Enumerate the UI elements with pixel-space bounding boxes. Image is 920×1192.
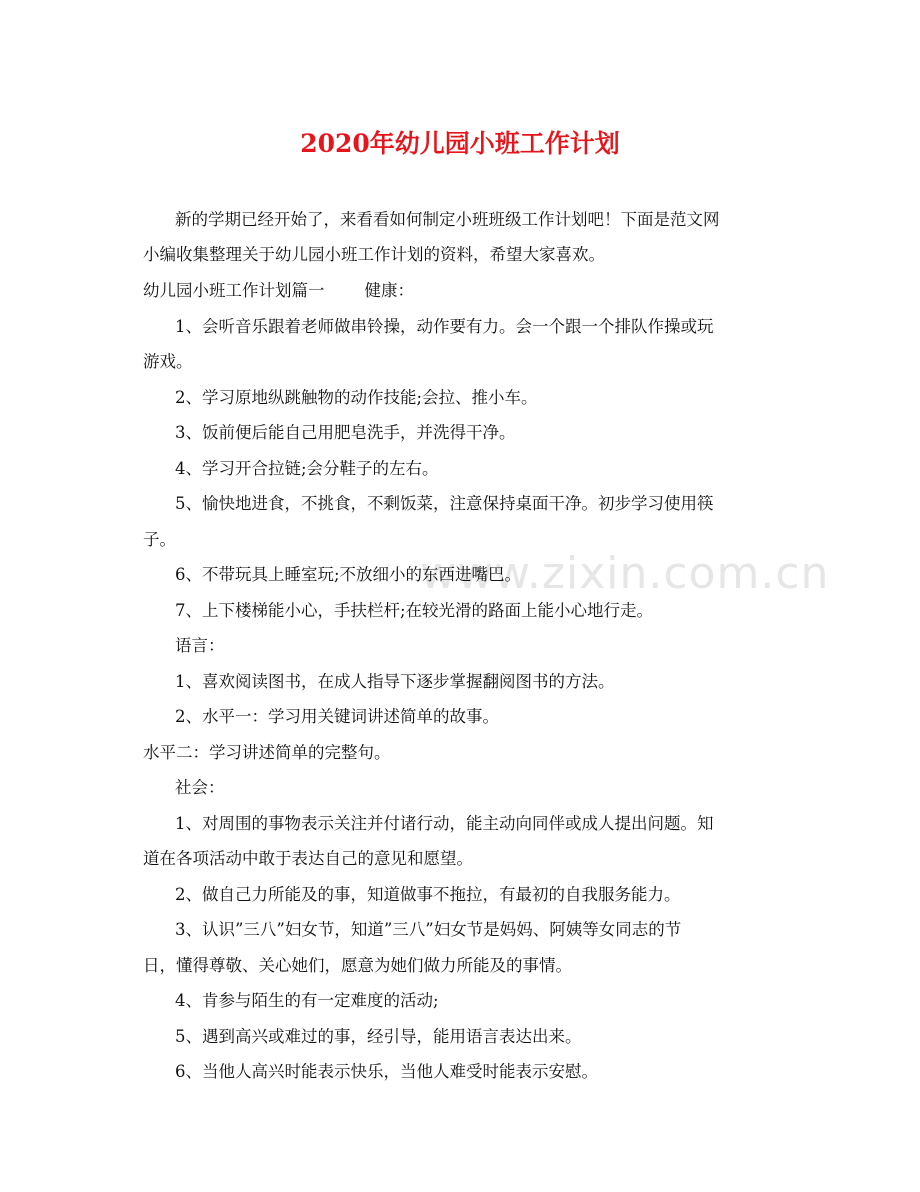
paragraph-line: 2、水平一：学习用关键词讲述简单的故事。 <box>175 707 499 726</box>
paragraph-line: 日，懂得尊敬、关心她们，愿意为她们做力所能及的事情。 <box>143 956 572 975</box>
paragraph-line: 5、遇到高兴或难过的事，经引导，能用语言表达出来。 <box>175 1027 582 1046</box>
watermark: www.zixin.com.cn <box>420 548 830 599</box>
paragraph-line: 7、上下楼梯能小心，手扶栏杆;在较光滑的路面上能小心地行走。 <box>175 601 654 620</box>
paragraph-line: 小编收集整理关于幼儿园小班工作计划的资料，希望大家喜欢。 <box>143 245 605 264</box>
subsection-heading: 健康： <box>364 281 414 300</box>
paragraph-line: 游戏。 <box>143 352 193 371</box>
paragraph-line: 子。 <box>143 530 176 549</box>
section-heading-line <box>143 281 414 301</box>
paragraph-line: 水平二：学习讲述简单的完整句。 <box>143 743 391 762</box>
paragraph-line: 6、不带玩具上睡室玩;不放细小的东西进嘴巴。 <box>175 565 522 584</box>
paragraph-line: 1、会听音乐跟着老师做串铃操，动作要有力。会一个跟一个排队作操或玩 <box>175 317 714 336</box>
subsection-heading: 社会： <box>175 778 225 797</box>
paragraph-line: 2、学习原地纵跳触物的动作技能;会拉、推小车。 <box>175 388 538 407</box>
subsection-heading: 语言： <box>175 636 225 655</box>
section-heading: 幼儿园小班工作计划篇一 <box>143 281 325 300</box>
document-title: 2020年幼儿园小班工作计划 <box>300 129 620 158</box>
paragraph-line: 5、愉快地进食，不挑食，不剩饭菜，注意保持桌面干净。初步学习使用筷 <box>175 494 714 513</box>
paragraph-line: 4、学习开合拉链;会分鞋子的左右。 <box>175 459 439 478</box>
paragraph-line: 道在各项活动中敢于表达自己的意见和愿望。 <box>143 849 473 868</box>
paragraph-line: 6、当他人高兴时能表示快乐，当他人难受时能表示安慰。 <box>175 1062 598 1081</box>
paragraph-line: 3、认识”三八”妇女节，知道”三八”妇女节是妈妈、阿姨等女同志的节 <box>175 920 682 939</box>
paragraph-line: 1、喜欢阅读图书，在成人指导下逐步掌握翻阅图书的方法。 <box>175 672 615 691</box>
paragraph-line: 1、对周围的事物表示关注并付诸行动，能主动向同伴或成人提出问题。知 <box>175 814 714 833</box>
paragraph-line: 3、饭前便后能自己用肥皂洗手，并洗得干净。 <box>175 423 516 442</box>
paragraph-line: 2、做自己力所能及的事，知道做事不拖拉，有最初的自我服务能力。 <box>175 885 681 904</box>
paragraph-line: 新的学期已经开始了，来看看如何制定小班班级工作计划吧！下面是范文网 <box>175 210 720 229</box>
paragraph-line: 4、肯参与陌生的有一定难度的活动; <box>175 991 439 1010</box>
